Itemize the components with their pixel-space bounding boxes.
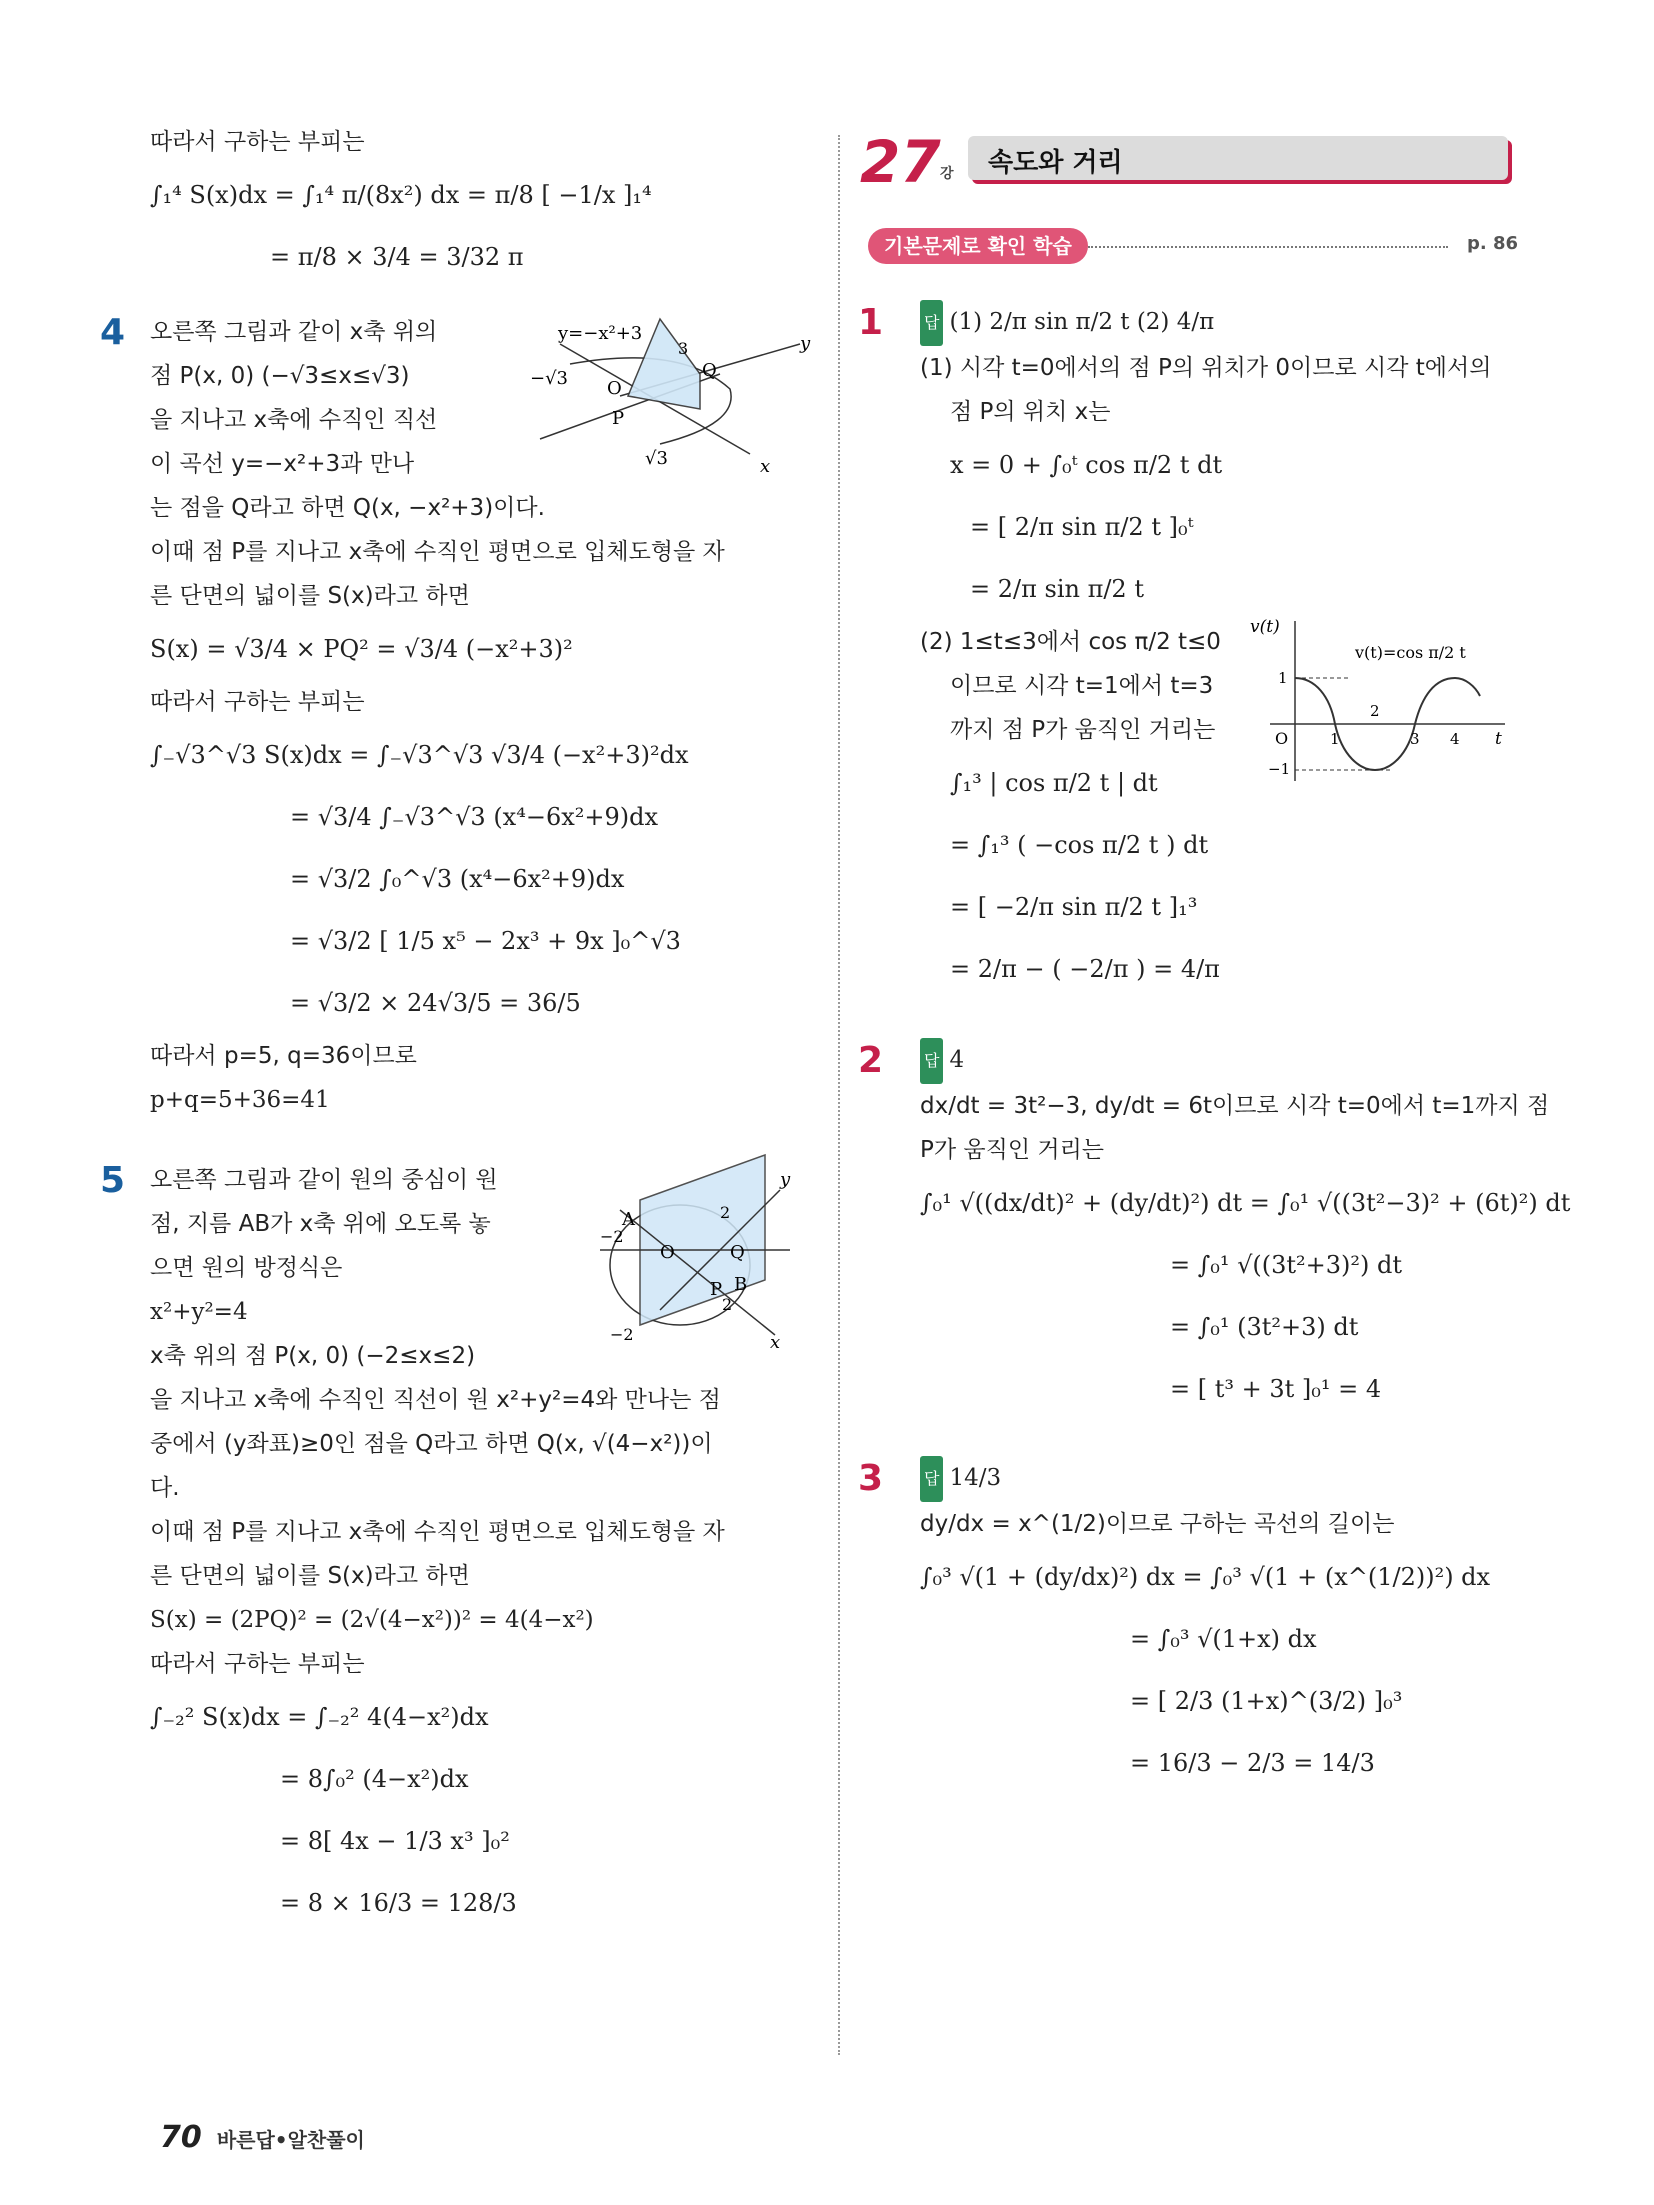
- answer-text: (1) 2/π sin π/2 t (2) 4/π: [949, 309, 1215, 335]
- p1-part2-eq-3: = [ −2/π sin π/2 t ]₁³: [950, 893, 1198, 921]
- p4-line-3: 을 지나고 x축에 수직인 직선: [150, 407, 438, 433]
- problem-3: [860, 1456, 1520, 1794]
- lecture-title-bar: [968, 136, 1508, 180]
- point-q-label: Q: [730, 1242, 745, 1263]
- p1-part2-line-3: 까지 점 P가 움직인 거리는: [950, 717, 1216, 743]
- p4-text-2: 따라서 구하는 부피는: [150, 689, 365, 715]
- p4-line-1: 오른쪽 그림과 같이 x축 위의: [150, 319, 438, 345]
- p5-line-12: 따라서 구하는 부피는: [150, 1651, 365, 1677]
- p3-eq-3: = [ 2/3 (1+x)^(3/2) ]₀³: [1130, 1687, 1403, 1715]
- p4-eq-3: = √3/2 ∫₀^√3 (x⁴−6x²+9)dx: [290, 865, 625, 893]
- p5-line-11: S(x) = (2PQ)² = (2√(4−x²))² = 4(4−x²): [150, 1607, 594, 1633]
- x-axis-label: x: [760, 456, 771, 474]
- p2-eq-4: = [ t³ + 3t ]₀¹ = 4: [1170, 1375, 1382, 1403]
- p2-eq-2: = ∫₀¹ √((3t²+3)²) dt: [1170, 1251, 1403, 1279]
- book-title: 바른답•알찬풀이: [216, 2128, 365, 2152]
- lecture-header: [860, 128, 1520, 196]
- point-b-label: B: [734, 1274, 748, 1295]
- p4-line-2: 점 P(x, 0) (−√3≤x≤√3): [150, 363, 410, 389]
- curve-label: y=−x²+3: [558, 323, 643, 344]
- graph-tick-3: 3: [1410, 730, 1420, 748]
- p2-eq-1: ∫₀¹ √((dx/dt)² + (dy/dt)²) dt = ∫₀¹ √((3t²−3)² + (6t)²) dt: [920, 1189, 1571, 1217]
- graph-y-tick-neg1: −1: [1268, 760, 1291, 778]
- p5-line-5: x축 위의 점 P(x, 0) (−2≤x≤2): [150, 1343, 476, 1369]
- y-axis-label: y: [800, 333, 811, 354]
- answer-text: 4: [949, 1047, 965, 1073]
- problem-4: [100, 310, 820, 1122]
- p2-line-2: P가 움직인 거리는: [920, 1137, 1105, 1163]
- p5-eq-4: = 8 × 16/3 = 128/3: [280, 1889, 517, 1917]
- origin-label: O: [607, 378, 622, 399]
- p5-eq-2: = 8∫₀² (4−x²)dx: [280, 1765, 469, 1793]
- intro-text: 따라서 구하는 부피는: [150, 129, 365, 155]
- lecture-number: 27: [860, 128, 941, 196]
- p5-eq-1: ∫₋₂² S(x)dx = ∫₋₂² 4(4−x²)dx: [150, 1703, 489, 1731]
- p2-eq-3: = ∫₀¹ (3t²+3) dt: [1170, 1313, 1359, 1341]
- p1-eq-1: x = 0 + ∫₀ᵗ cos π/2 t dt: [950, 451, 1223, 479]
- p4-eq-5: = √3/2 × 24√3/5 = 36/5: [290, 989, 581, 1017]
- p4-eq-4: = √3/2 [ 1/5 x⁵ − 2x³ + 9x ]₀^√3: [290, 927, 681, 955]
- p5-line-8: 다.: [150, 1475, 180, 1501]
- right-column: [858, 300, 1571, 1794]
- p1-eq-3: = 2/π sin π/2 t: [970, 575, 1144, 603]
- point-q-label: Q: [702, 360, 717, 381]
- problem-number: 5: [100, 1160, 126, 1201]
- graph-tick-1: 1: [1330, 730, 1340, 748]
- lecture-title: 속도와 거리: [988, 148, 1123, 178]
- p4-line-4: 이 곡선 y=−x²+3과 만나: [150, 451, 415, 477]
- p4-line-5: 는 점을 Q라고 하면 Q(x, −x²+3)이다.: [150, 495, 545, 521]
- problem-number: 4: [100, 312, 126, 353]
- p1-eq-2: = [ 2/π sin π/2 t ]₀ᵗ: [970, 513, 1194, 541]
- graph-y-label: v(t): [1250, 617, 1280, 637]
- p1-part1-line-2: 점 P의 위치 x는: [950, 399, 1111, 425]
- p4-conclusion-1: 따라서 p=5, q=36이므로: [150, 1043, 417, 1069]
- p1-part2-eq-4: = 2/π − ( −2/π ) = 4/π: [950, 955, 1220, 983]
- p1-part2-eq-2: = ∫₁³ ( −cos π/2 t ) dt: [950, 831, 1209, 859]
- p5-eq-3: = 8[ 4x − 1/3 x³ ]₀²: [280, 1827, 510, 1855]
- two-bottom-label: 2: [722, 1295, 733, 1314]
- three-label: 3: [678, 339, 689, 358]
- column-divider: [838, 135, 840, 2055]
- p5-line-1: 오른쪽 그림과 같이 원의 중심이 원: [150, 1167, 498, 1193]
- page-number: 70: [160, 2120, 202, 2155]
- p5-line-3: 으면 원의 방정식은: [150, 1255, 343, 1281]
- y-axis-label: y: [780, 1169, 791, 1190]
- origin-label: O: [660, 1242, 675, 1263]
- problem-1: [860, 300, 1520, 1000]
- section-badge: 기본문제로 확인 학습: [868, 228, 1088, 264]
- p5-line-2: 점, 지름 AB가 x축 위에 오도록 놓: [150, 1211, 491, 1237]
- intro-equation-1: ∫₁⁴ S(x)dx = ∫₁⁴ π/(8x²) dx = π/8 [ −1/x ]₁⁴: [150, 181, 652, 209]
- problem-5-figure: [600, 1150, 820, 1350]
- graph-origin-label: O: [1275, 729, 1289, 748]
- p5-line-10: 른 단면의 넓이를 S(x)라고 하면: [150, 1563, 470, 1589]
- point-a-label: A: [622, 1209, 635, 1230]
- answer-text: 14/3: [949, 1465, 1002, 1491]
- p1-part2-line-1: (2) 1≤t≤3에서 cos π/2 t≤0: [920, 629, 1221, 655]
- point-p-label: P: [612, 408, 625, 429]
- p1-part1-line-1: (1) 시각 t=0에서의 점 P의 위치가 0이므로 시각 t에서의: [920, 355, 1492, 381]
- page-reference: p. 86: [1466, 233, 1518, 254]
- p5-line-7: 중에서 (y좌표)≥0인 점을 Q라고 하면 Q(x, √(4−x²))이: [150, 1431, 713, 1457]
- point-p-label: P: [710, 1279, 723, 1300]
- p1-part2-eq-1: ∫₁³ | cos π/2 t | dt: [950, 769, 1158, 797]
- p3-eq-4: = 16/3 − 2/3 = 14/3: [1130, 1749, 1375, 1777]
- intro-equation-2: = π/8 × 3/4 = 3/32 π: [270, 243, 524, 271]
- page-footer: [160, 2120, 365, 2155]
- graph-tick-4: 4: [1450, 730, 1460, 748]
- p5-line-4: x²+y²=4: [150, 1299, 248, 1325]
- p1-part2-line-2: 이므로 시각 t=1에서 t=3: [950, 673, 1214, 699]
- p4-eq-1: ∫₋√3^√3 S(x)dx = ∫₋√3^√3 √3/4 (−x²+3)²dx: [150, 741, 689, 769]
- problem-number: 3: [858, 1458, 884, 1499]
- p3-eq-2: = ∫₀³ √(1+x) dx: [1130, 1625, 1317, 1653]
- dotted-leader: [1088, 246, 1448, 248]
- p5-line-9: 이때 점 P를 지나고 x축에 수직인 평면으로 입체도형을 자: [150, 1519, 725, 1545]
- p4-line-6: 이때 점 P를 지나고 x축에 수직인 평면으로 입체도형을 자: [150, 539, 725, 565]
- answer-label: 답: [920, 1456, 943, 1502]
- neg-two-bottom-label: −2: [610, 1325, 634, 1344]
- answer-label: 답: [920, 1038, 943, 1084]
- p2-line-1: dx/dt = 3t²−3, dy/dt = 6t이므로 시각 t=0에서 t=1까지 점: [920, 1093, 1550, 1119]
- p4-line-7: 른 단면의 넓이를 S(x)라고 하면: [150, 583, 470, 609]
- p5-line-6: 을 지나고 x축에 수직인 직선이 원 x²+y²=4와 만나는 점: [150, 1387, 721, 1413]
- pos-root-label: √3: [645, 448, 668, 469]
- p3-eq-1: ∫₀³ √(1 + (dy/dx)²) dx = ∫₀³ √(1 + (x^(1/2))²) dx: [920, 1563, 1491, 1591]
- left-column: [100, 120, 820, 1934]
- graph-function-label: v(t)=cos π/2 t: [1355, 643, 1466, 662]
- problem-2: [858, 1038, 1571, 1420]
- velocity-graph: [1250, 616, 1510, 786]
- x-axis-label: x: [770, 1332, 781, 1350]
- p4-area-equation: S(x) = √3/4 × PQ² = √3/4 (−x²+3)²: [150, 635, 573, 663]
- graph-y-tick-1: 1: [1278, 669, 1288, 687]
- problem-4-figure: [530, 304, 820, 474]
- problem-number: 1: [858, 302, 884, 343]
- neg-two-left-label: −2: [600, 1227, 624, 1246]
- p3-line-1: dy/dx = x^(1/2)이므로 구하는 곡선의 길이는: [920, 1511, 1395, 1537]
- section-badge-row: [868, 228, 1518, 264]
- problem-number: 2: [858, 1040, 884, 1081]
- two-top-label: 2: [720, 1203, 731, 1222]
- lecture-suffix: 강: [940, 166, 954, 182]
- answer-label: 답: [920, 300, 943, 346]
- p4-eq-2: = √3/4 ∫₋√3^√3 (x⁴−6x²+9)dx: [290, 803, 659, 831]
- problem-5: [100, 1158, 820, 1934]
- graph-x-label: t: [1495, 729, 1502, 749]
- p4-conclusion-2: p+q=5+36=41: [150, 1087, 330, 1113]
- graph-tick-2: 2: [1370, 702, 1380, 720]
- neg-root-label: −√3: [530, 368, 569, 389]
